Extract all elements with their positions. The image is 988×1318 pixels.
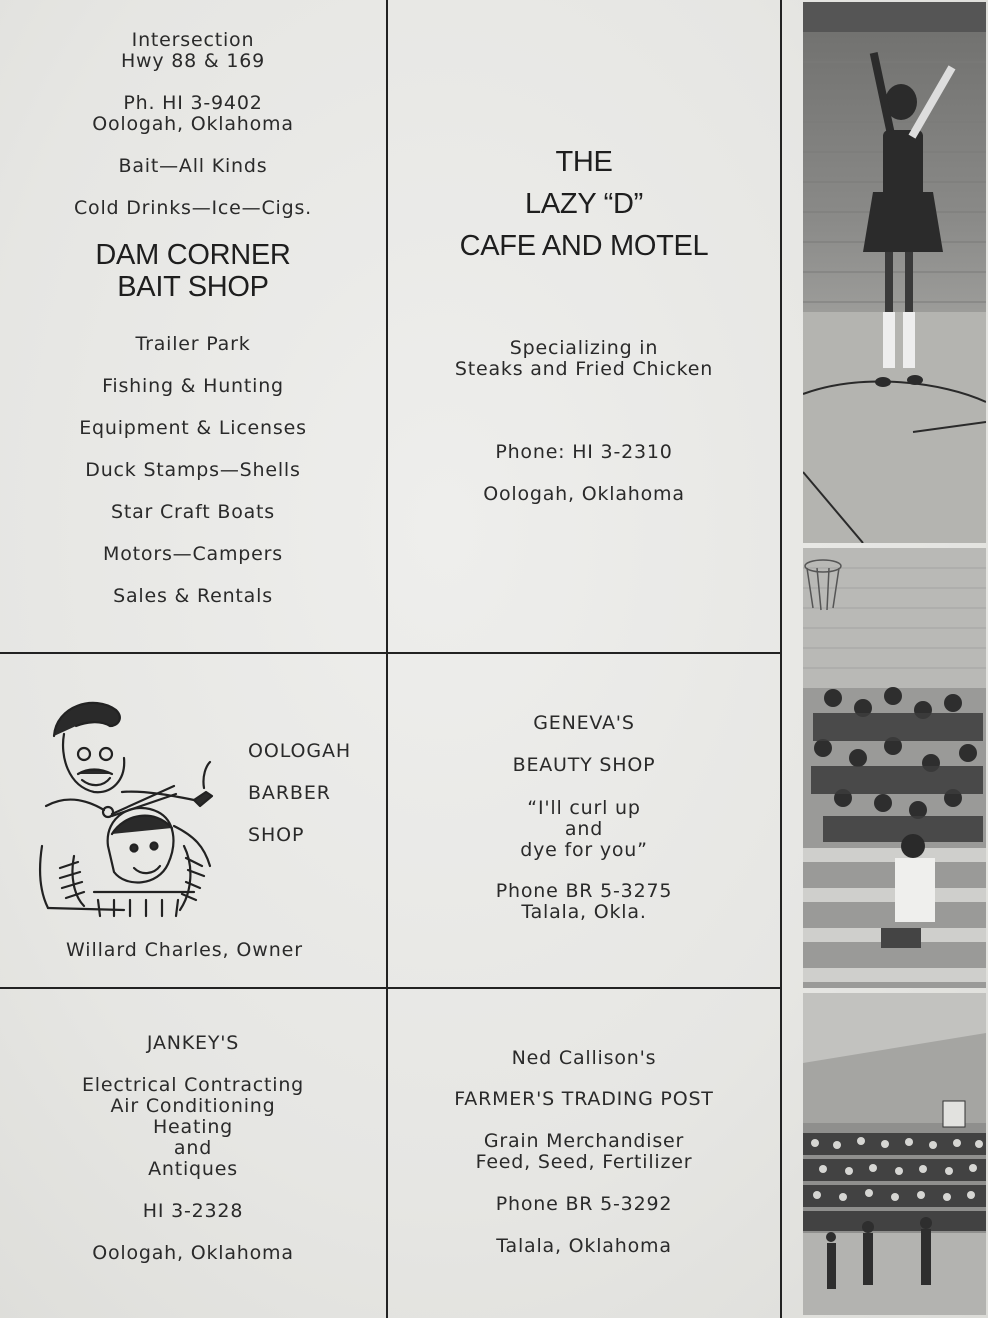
phone-line: Ph. HI 3-9402 — [123, 92, 263, 114]
slogan-line-2: and — [564, 818, 604, 840]
barber-name-line-3: SHOP — [248, 824, 305, 846]
ad-jankeys — [0, 989, 386, 1318]
cheerleader-jumping-photo — [803, 2, 986, 543]
cheerleader-scene-icon — [803, 2, 986, 543]
farmers-name: FARMER'S TRADING POST — [454, 1088, 714, 1110]
barber-name-line-1: OOLOGAH — [248, 740, 352, 762]
intersection-line-2: Hwy 88 & 169 — [120, 50, 266, 72]
service-item: Motors—Campers — [103, 543, 283, 565]
bleachers-crowd-photo — [803, 548, 986, 988]
barber-cartoon-icon — [34, 696, 224, 918]
ad-genevas-beauty-shop — [388, 654, 780, 987]
jankey-name: JANKEY'S — [146, 1032, 240, 1054]
cafe-phone: Phone: HI 3-2310 — [495, 441, 673, 463]
jankey-service: Air Conditioning — [110, 1095, 276, 1117]
jankey-phone: HI 3-2328 — [142, 1200, 244, 1222]
cafe-name-line-1: THE — [555, 146, 613, 178]
cafe-name-line-3: CAFE AND MOTEL — [459, 230, 709, 262]
jankey-city: Oologah, Oklahoma — [92, 1242, 294, 1264]
service-item: Duck Stamps—Shells — [85, 459, 301, 481]
beauty-phone: Phone BR 5-3275 — [495, 880, 673, 902]
farmers-phone: Phone BR 5-3292 — [495, 1193, 673, 1215]
beauty-name-line-2: BEAUTY SHOP — [512, 754, 656, 776]
beauty-name-line-1: GENEVA'S — [533, 712, 635, 734]
divider-vertical-2 — [780, 0, 782, 1318]
specialty-line-1: Specializing in — [509, 337, 659, 359]
barber-owner: Willard Charles, Owner — [66, 939, 303, 961]
service-item: Fishing & Hunting — [102, 375, 284, 397]
gym-crowd-scene-icon — [803, 993, 986, 1315]
ad-farmers-trading-post — [388, 989, 780, 1318]
bleachers-scene-icon — [803, 548, 986, 988]
drinks-line: Cold Drinks—Ice—Cigs. — [73, 197, 313, 219]
service-item: Sales & Rentals — [113, 585, 273, 607]
intersection-line-1: Intersection — [131, 29, 255, 51]
shop-name-line-2: BAIT SHOP — [117, 271, 269, 303]
service-item: Equipment & Licenses — [79, 417, 307, 439]
city-line: Oologah, Oklahoma — [92, 113, 294, 135]
farmers-city: Talala, Oklahoma — [496, 1235, 672, 1257]
farmers-service: Feed, Seed, Fertilizer — [475, 1151, 693, 1173]
service-item: Star Craft Boats — [110, 501, 276, 523]
ad-lazy-d-cafe — [388, 0, 780, 652]
farmers-owner: Ned Callison's — [511, 1047, 657, 1069]
specialty-line-2: Steaks and Fried Chicken — [454, 358, 714, 380]
barber-name-line-2: BARBER — [248, 782, 331, 804]
cafe-city: Oologah, Oklahoma — [483, 483, 685, 505]
jankey-service: Heating — [152, 1116, 234, 1138]
farmers-service: Grain Merchandiser — [483, 1130, 685, 1152]
ad-dam-corner-bait-shop — [0, 0, 386, 652]
jankey-service: and — [173, 1137, 213, 1159]
ad-oologah-barber-shop — [0, 654, 386, 987]
beauty-city: Talala, Okla. — [521, 901, 647, 923]
shop-name-line-1: DAM CORNER — [95, 239, 291, 271]
service-item: Trailer Park — [135, 333, 251, 355]
bait-line: Bait—All Kinds — [118, 155, 268, 177]
gym-crowd-photo — [803, 993, 986, 1315]
jankey-service: Electrical Contracting — [81, 1074, 305, 1096]
slogan-line-3: dye for you” — [520, 839, 648, 861]
jankey-service: Antiques — [148, 1158, 238, 1180]
slogan-line-1: “I'll curl up — [527, 797, 641, 819]
cafe-name-line-2: LAZY “D” — [525, 188, 643, 220]
